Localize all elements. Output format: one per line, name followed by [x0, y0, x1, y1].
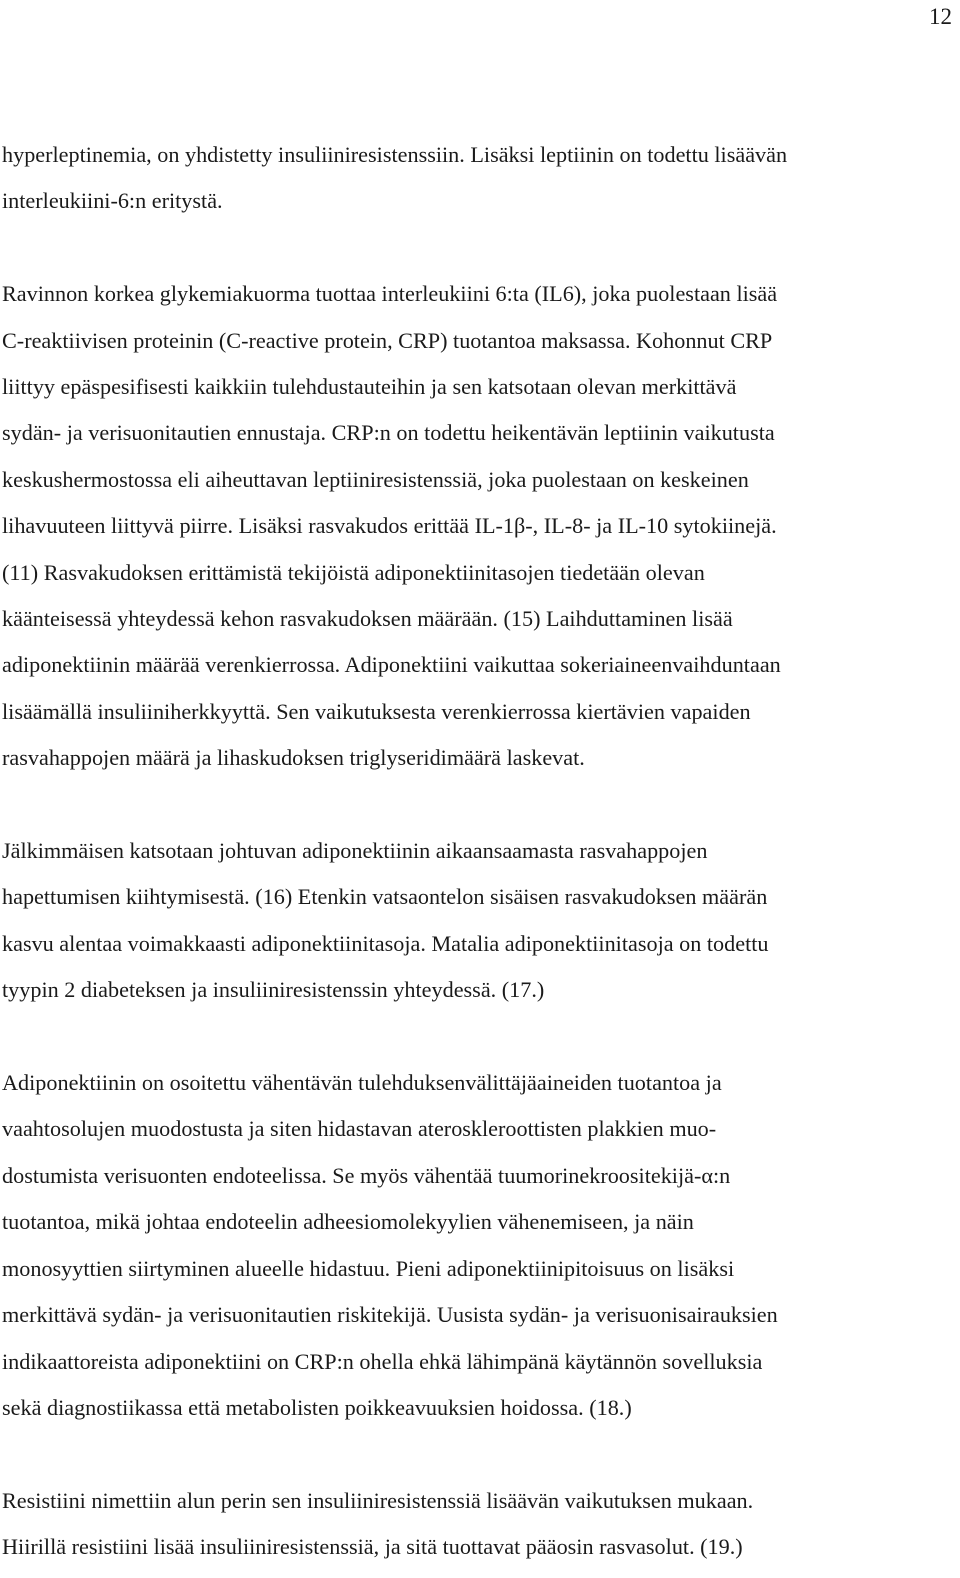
text-line: rasvahappojen määrä ja lihaskudoksen triglyseridimäärä laskevat.: [2, 745, 585, 771]
paragraph-gap: [2, 1014, 956, 1060]
page-number: 12: [929, 4, 952, 29]
text-line: tuotantoa, mikä johtaa endoteelin adheesiomolekyylien vähenemiseen, ja näin: [2, 1209, 694, 1235]
text-line: monosyyttien siirtyminen alueelle hidastuu. Pieni adiponektiinipitoisuus on lisäksi: [2, 1255, 735, 1281]
paragraph-5: [2, 1478, 956, 1571]
text-line: keskushermostossa eli aiheuttavan leptiiniresistenssiä, joka puolestaan on keskeinen: [2, 466, 749, 492]
text-line: käänteisessä yhteydessä kehon rasvakudoksen määrään. (15) Laihduttaminen lisää: [2, 606, 733, 632]
text-line: sydän- ja verisuonitautien ennustaja. CRP:n on todettu heikentävän leptiinin vaikutusta: [2, 420, 775, 446]
text-line: C-reaktiivisen proteinin (C-reactive protein, CRP) tuotantoa maksassa. Kohonnut CRP: [2, 327, 773, 353]
text-line: lihavuuteen liittyvä piirre. Lisäksi rasvakudos erittää IL-1β-, IL-8- ja IL-10 sytokiinejä.: [2, 513, 777, 539]
text-line: Hiirillä resistiini lisää insuliiniresistenssiä, ja sitä tuottavat pääosin rasvasolut. (19.): [2, 1534, 743, 1560]
text-line: Adiponektiinin on osoitettu vähentävän tulehduksenvälittäjäaineiden tuotantoa ja: [2, 1070, 722, 1096]
text-line: indikaattoreista adiponektiini on CRP:n ohella ehkä lähimpänä käytännön sovelluksia: [2, 1348, 763, 1374]
paragraph-gap: [2, 1431, 956, 1477]
text-line: lisäämällä insuliiniherkkyyttä. Sen vaikutuksesta verenkierrossa kiertävien vapaiden: [2, 698, 751, 724]
paragraph-2: [2, 271, 956, 781]
text-line: (11) Rasvakudoksen erittämistä tekijöistä adiponektiinitasojen tiedetään olevan: [2, 559, 705, 585]
text-line: liittyy epäspesifisesti kaikkiin tulehdustauteihin ja sen katsotaan olevan merkittävä: [2, 374, 737, 400]
text-line: hyperleptinemia, on yhdistetty insuliiniresistenssiin. Lisäksi leptiinin on todettu lisäävän: [2, 142, 788, 167]
text-line: tyypin 2 diabeteksen ja insuliiniresistenssin yhteydessä. (17.): [2, 977, 545, 1003]
document-body: [2, 132, 956, 1571]
text-line: kasvu alentaa voimakkaasti adiponektiinitasoja. Matalia adiponektiinitasoja on todettu: [2, 930, 769, 956]
paragraph-gap: [2, 225, 956, 271]
text-line: merkittävä sydän- ja verisuonitautien riskitekijä. Uusista sydän- ja verisuonisairauksien: [2, 1302, 778, 1328]
text-line: Ravinnon korkea glykemiakuorma tuottaa interleukiini 6:ta (IL6), joka puolestaan lisää: [2, 281, 778, 307]
text-line: adiponektiinin määrää verenkierrossa. Adiponektiini vaikuttaa sokeriaineenvaihduntaan: [2, 652, 781, 678]
text-line: Jälkimmäisen katsotaan johtuvan adiponektiinin aikaansaamasta rasvahappojen: [2, 838, 708, 864]
paragraph-4: [2, 1060, 956, 1431]
paragraph-3: [2, 828, 956, 1014]
text-line: interleukiini-6:n eritystä.: [2, 188, 223, 214]
text-line: vaahtosolujen muodostusta ja siten hidastavan ateroskleroottisten plakkien muo-: [2, 1116, 717, 1142]
text-line: dostumista verisuonten endoteelissa. Se myös vähentää tuumorinekroositekijä-α:n: [2, 1162, 731, 1188]
text-line: Resistiini nimettiin alun perin sen insuliiniresistenssiä lisäävän vaikutuksen mukaan.: [2, 1487, 754, 1513]
text-line: hapettumisen kiihtymisestä. (16) Etenkin vatsaontelon sisäisen rasvakudoksen määrän: [2, 884, 768, 910]
text-line: sekä diagnostiikassa että metabolisten poikkeavuuksien hoidossa. (18.): [2, 1394, 632, 1420]
paragraph-gap: [2, 782, 956, 828]
paragraph-1: [2, 132, 956, 225]
